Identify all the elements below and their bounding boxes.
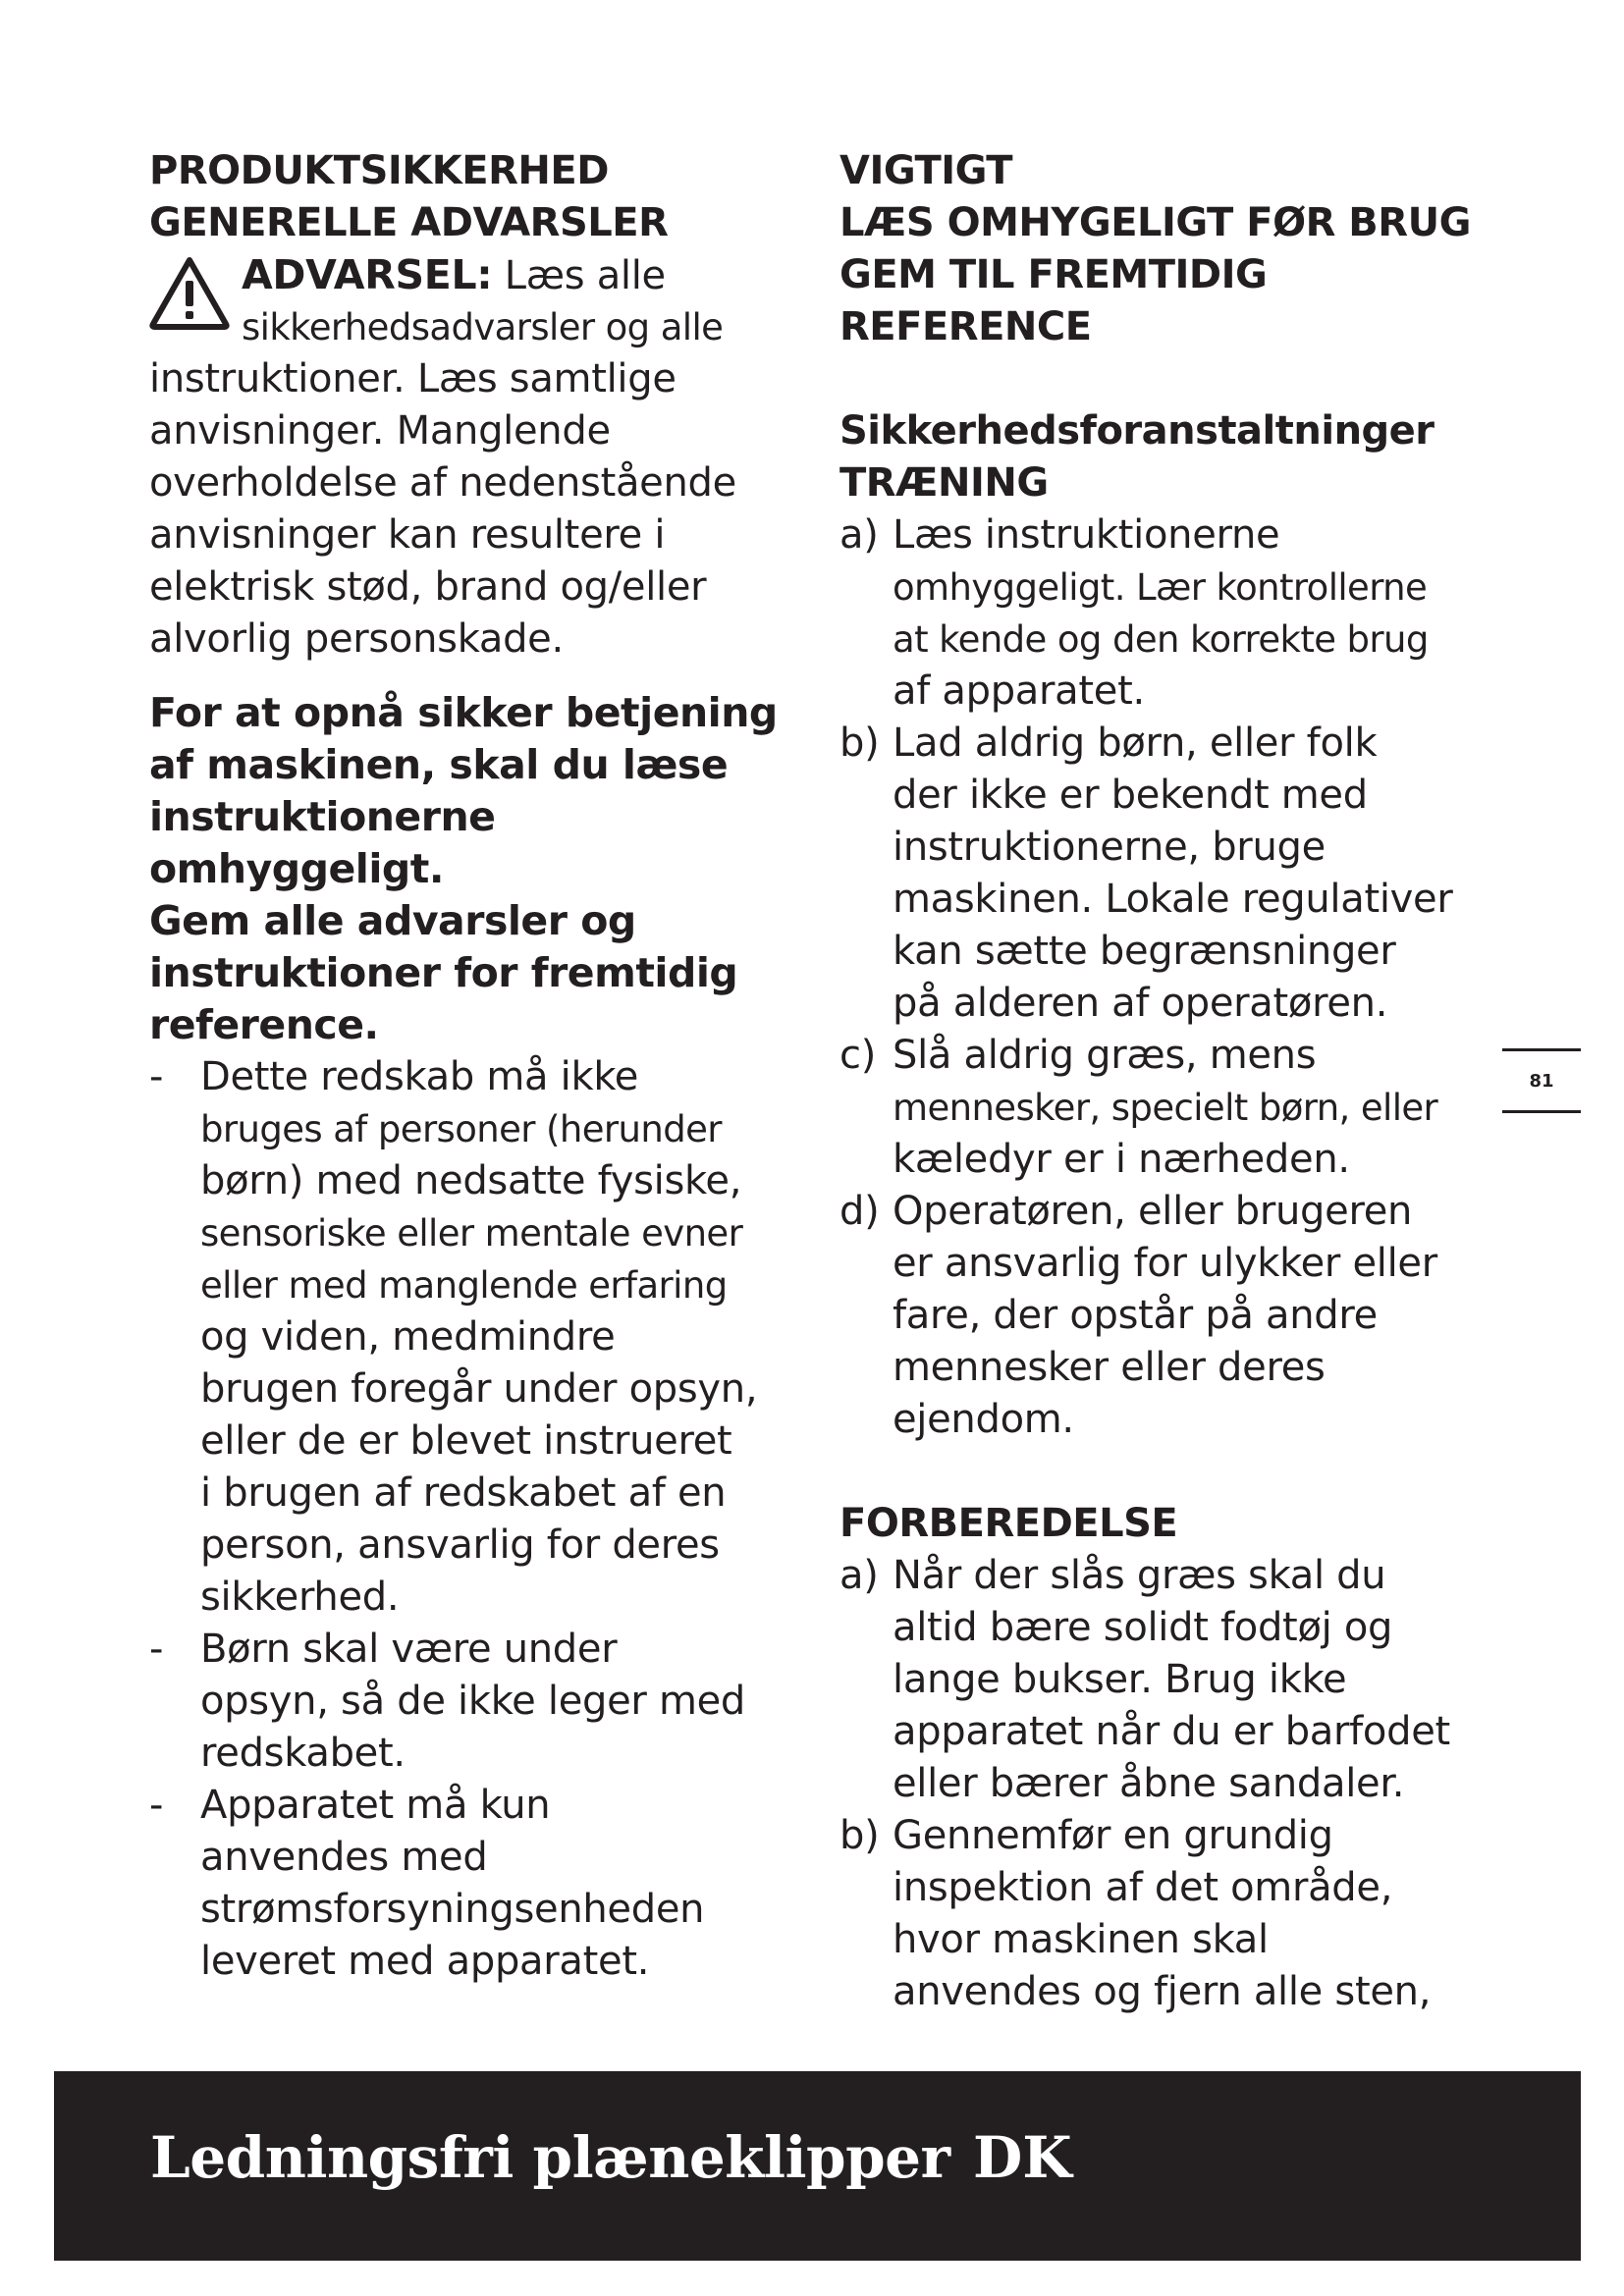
- list-item-line: i brugen af redskabet af en: [200, 1470, 727, 1516]
- lead-line: reference.: [149, 1001, 379, 1048]
- list-item-line: hvor maskinen skal: [893, 1917, 1269, 1962]
- list-item-line: Gennemfør en grundig: [893, 1813, 1333, 1858]
- heading-line: REFERENCE: [839, 304, 1092, 349]
- list-item-line: lange bukser. Brug ikke: [893, 1657, 1347, 1702]
- section-title-safety: Sikkerhedsforanstaltninger: [839, 408, 1435, 454]
- list-item: [839, 1550, 1507, 1810]
- list-item-line: brugen foregår under opsyn,: [200, 1366, 758, 1412]
- warning-body-line: anvisninger. Manglende: [149, 408, 611, 454]
- list-item-line: er ansvarlig for ulykker eller: [893, 1241, 1437, 1286]
- footer-bar: [54, 2071, 1581, 2261]
- dash-marker: -: [149, 1783, 164, 1828]
- warning-body: [149, 353, 797, 666]
- list-item-line: inspektion af det område,: [893, 1865, 1393, 1910]
- page-number: 81: [1529, 1070, 1554, 1092]
- spacer: [839, 1446, 1507, 1498]
- list-item-line: kan sætte begrænsninger: [893, 929, 1396, 974]
- warning-body-line: anvisninger kan resultere i: [149, 512, 666, 558]
- warning-line-2: sikkerhedsadvarsler og alle: [242, 306, 724, 348]
- lead-line: af maskinen, skal du læse: [149, 741, 729, 788]
- list-item-line: strømsforsyningsenheden: [200, 1887, 705, 1932]
- list-item-line: eller med manglende erfaring: [200, 1264, 728, 1307]
- list-item-line: Apparatet må kun: [200, 1783, 551, 1828]
- section-title-preparation: FORBEREDELSE: [839, 1501, 1178, 1546]
- lead-line: instruktioner for fremtidig: [149, 949, 738, 996]
- list-item-line: ejendom.: [893, 1397, 1074, 1442]
- list-item: [839, 1186, 1507, 1446]
- list-item-line: eller bærer åbne sandaler.: [893, 1761, 1405, 1806]
- warning-body-line: instruktioner. Læs samtlige: [149, 356, 677, 401]
- list-marker: d): [839, 1189, 880, 1234]
- list-item: [839, 718, 1507, 1030]
- warning-bullet-list: [149, 1051, 797, 1988]
- preparation-list: [839, 1550, 1507, 2018]
- list-item-line: anvendes med: [200, 1835, 488, 1880]
- footer-title: Ledningsfri plæneklipper: [150, 2124, 950, 2191]
- lead-line: instruktionerne omhyggeligt.: [149, 793, 496, 892]
- heading-product-safety: PRODUKTSIKKERHED: [149, 148, 609, 193]
- dash-marker: -: [149, 1627, 164, 1672]
- list-item-line: børn) med nedsatte fysiske,: [200, 1158, 742, 1203]
- list-marker: a): [839, 512, 879, 558]
- warning-label: ADVARSEL:: [242, 251, 493, 298]
- list-item: [149, 1624, 797, 1780]
- list-marker: b): [839, 721, 880, 766]
- list-item-line: Lad aldrig børn, eller folk: [893, 721, 1378, 766]
- warning-body-line: overholdelse af nedenstående: [149, 460, 736, 506]
- lead-line: For at opnå sikker betjening: [149, 689, 778, 736]
- list-item-line: mennesker eller deres: [893, 1345, 1326, 1390]
- list-item: [149, 1780, 797, 1988]
- warning-text-1: Læs alle: [492, 253, 666, 298]
- footer-language-code: DK: [973, 2124, 1072, 2191]
- list-item-line: Dette redskab må ikke: [200, 1054, 639, 1099]
- list-item-line: bruges af personer (herunder: [200, 1108, 722, 1150]
- heading-line: VIGTIGT: [839, 148, 1013, 193]
- warning-line-1: [149, 249, 797, 301]
- list-item-line: mennesker, specielt børn, eller: [893, 1087, 1438, 1129]
- list-item: [149, 1051, 797, 1624]
- page-number-tab: [1502, 1048, 1581, 1113]
- list-item-line: person, ansvarlig for deres: [200, 1522, 720, 1568]
- lead-line: Gem alle advarsler og: [149, 897, 636, 944]
- list-item-line: fare, der opstår på andre: [893, 1293, 1378, 1338]
- lead-instructions: [149, 687, 797, 1051]
- list-item-line: Slå aldrig græs, mens: [893, 1033, 1317, 1078]
- list-item: [839, 1810, 1507, 2018]
- training-list: [839, 509, 1507, 1446]
- right-column: [839, 145, 1507, 2018]
- heading-line: LÆS OMHYGELIGT FØR BRUG: [839, 200, 1471, 245]
- list-item-line: omhyggeligt. Lær kontrollerne: [893, 566, 1428, 609]
- list-item-line: eller de er blevet instrueret: [200, 1418, 732, 1464]
- list-item-line: og viden, medmindre: [200, 1314, 616, 1360]
- list-item-line: Når der slås græs skal du: [893, 1553, 1386, 1598]
- warning-block: [149, 249, 797, 666]
- list-item-line: Børn skal være under: [200, 1627, 618, 1672]
- warning-body-line: alvorlig personskade.: [149, 616, 564, 662]
- list-item: [839, 509, 1507, 718]
- list-marker: b): [839, 1813, 880, 1858]
- list-item-line: apparatet når du er barfodet: [893, 1709, 1450, 1754]
- list-item-line: af apparatet.: [893, 668, 1145, 714]
- list-item-line: at kende og den korrekte brug: [893, 618, 1429, 661]
- dash-marker: -: [149, 1054, 164, 1099]
- list-item-line: maskinen. Lokale regulativer: [893, 877, 1453, 922]
- list-item-line: sikkerhed.: [200, 1575, 400, 1620]
- heading-general-warnings: GENERELLE ADVARSLER: [149, 200, 669, 245]
- list-item-line: kæledyr er i nærheden.: [893, 1137, 1350, 1182]
- heading-important: [839, 145, 1507, 353]
- list-item-line: Læs instruktionerne: [893, 512, 1280, 558]
- list-item-line: altid bære solidt fodtøj og: [893, 1605, 1393, 1650]
- list-item: [839, 1030, 1507, 1186]
- list-item-line: på alderen af operatøren.: [893, 981, 1388, 1026]
- list-item-line: instruktionerne, bruge: [893, 825, 1326, 870]
- list-item-line: opsyn, så de ikke leger med: [200, 1679, 746, 1724]
- list-item-line: Operatøren, eller brugeren: [893, 1189, 1413, 1234]
- heading-line: GEM TIL FREMTIDIG: [839, 252, 1268, 297]
- list-item-line: der ikke er bekendt med: [893, 773, 1368, 818]
- list-marker: c): [839, 1033, 876, 1078]
- list-item-line: sensoriske eller mentale evner: [200, 1212, 743, 1255]
- list-item-line: leveret med apparatet.: [200, 1939, 650, 1984]
- list-marker: a): [839, 1553, 879, 1598]
- spacer: [839, 353, 1507, 405]
- list-item-line: anvendes og fjern alle sten,: [893, 1969, 1432, 2014]
- left-column: [149, 145, 797, 1988]
- section-title-training: TRÆNING: [839, 460, 1049, 506]
- warning-body-line: elektrisk stød, brand og/eller: [149, 564, 707, 610]
- list-item-line: redskabet.: [200, 1731, 406, 1776]
